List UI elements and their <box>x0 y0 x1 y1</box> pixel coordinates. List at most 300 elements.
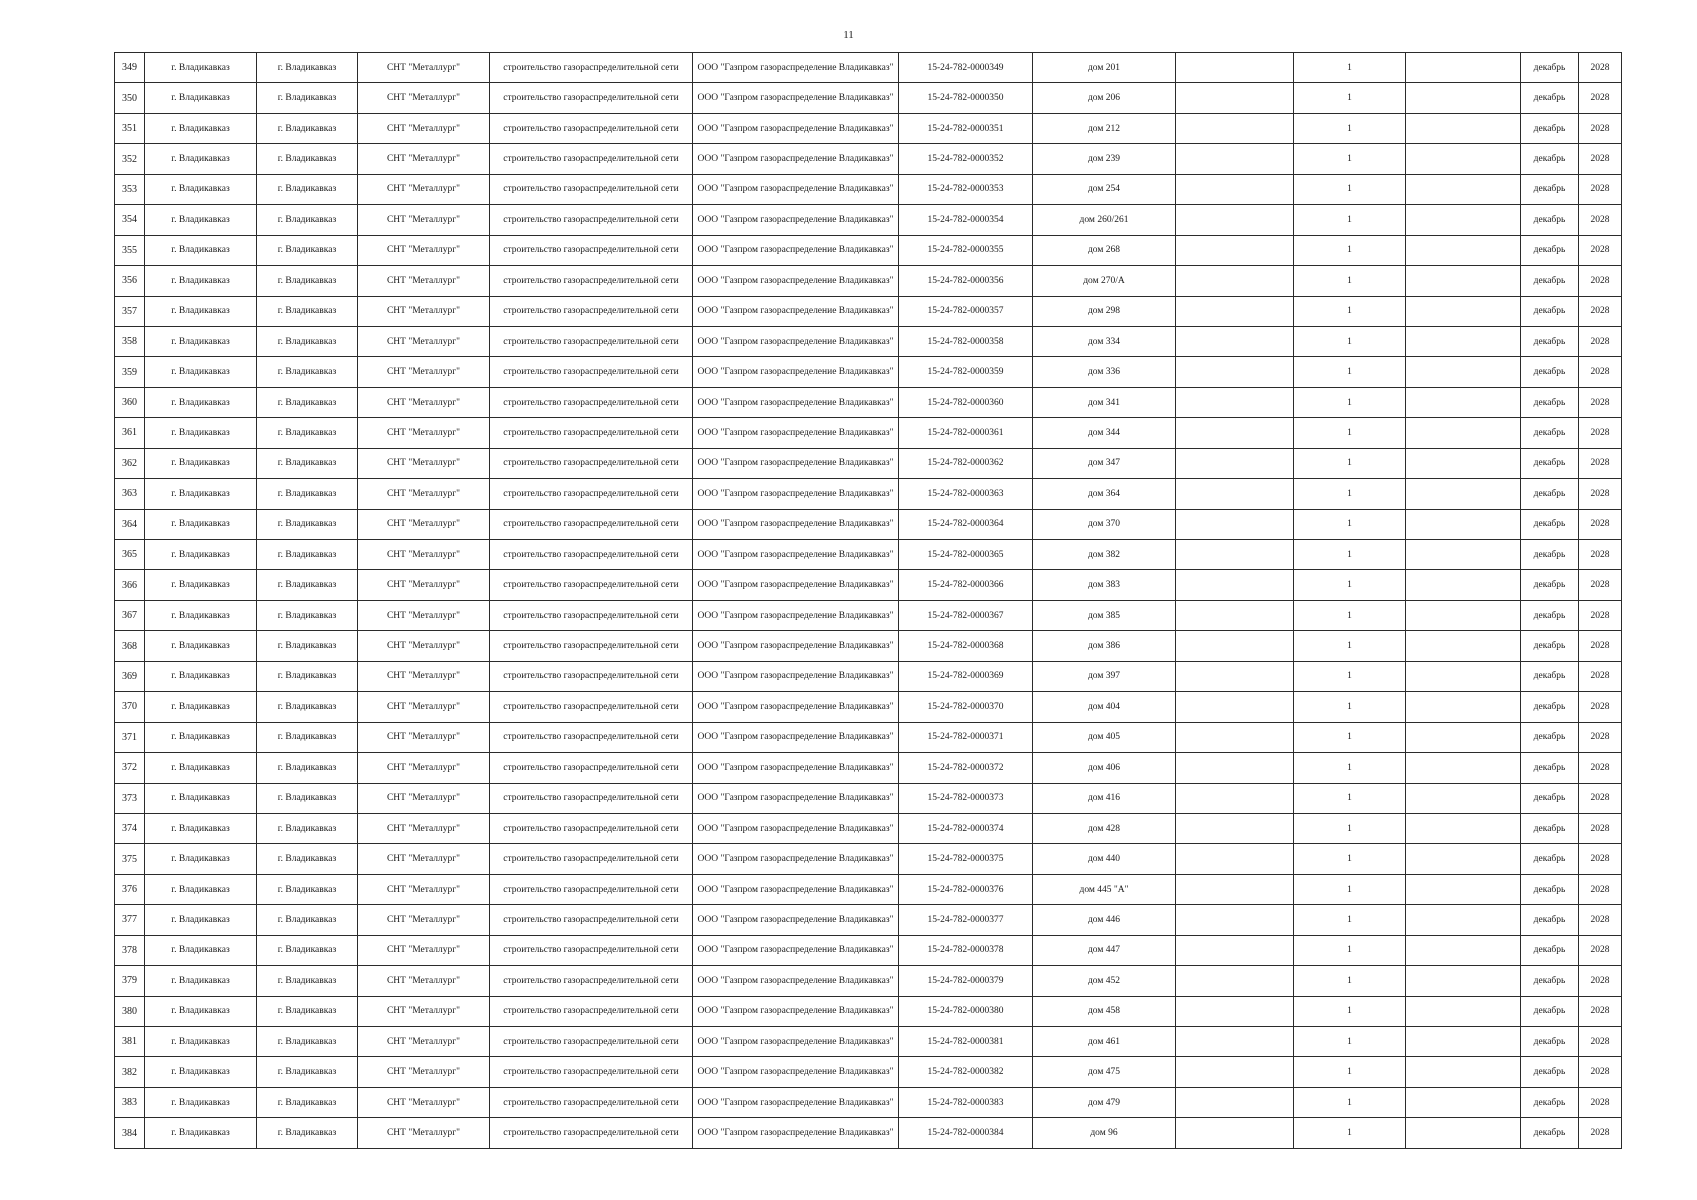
object-code-cell: 15-24-782-0000380 <box>899 996 1033 1026</box>
empty-cell <box>1176 844 1294 874</box>
year-cell: 2028 <box>1579 570 1622 600</box>
work-type-cell: строительство газораспределительной сети <box>490 722 693 752</box>
table-row <box>115 144 1622 174</box>
year-cell: 2028 <box>1579 387 1622 417</box>
year-cell: 2028 <box>1579 144 1622 174</box>
city-cell: г. Владикавказ <box>145 266 257 296</box>
registry-table <box>114 52 1622 1149</box>
object-code-cell: 15-24-782-0000383 <box>899 1087 1033 1117</box>
settlement-cell: г. Владикавказ <box>257 1027 358 1057</box>
object-code-cell: 15-24-782-0000361 <box>899 418 1033 448</box>
object-code-cell: 15-24-782-0000376 <box>899 874 1033 904</box>
empty-cell <box>1176 1118 1294 1148</box>
month-cell: декабрь <box>1521 326 1579 356</box>
row-number-cell: 376 <box>115 874 145 904</box>
table-row <box>115 722 1622 752</box>
row-number-cell: 362 <box>115 448 145 478</box>
object-code-cell: 15-24-782-0000368 <box>899 631 1033 661</box>
empty-cell <box>1406 448 1521 478</box>
snt-cell: СНТ "Металлург" <box>358 205 490 235</box>
organization-cell: ООО "Газпром газораспределение Владикавказ" <box>693 996 899 1026</box>
empty-cell <box>1176 692 1294 722</box>
work-type-cell: строительство газораспределительной сети <box>490 174 693 204</box>
address-cell: дом 239 <box>1033 144 1176 174</box>
address-cell: дом 406 <box>1033 753 1176 783</box>
count-cell: 1 <box>1294 357 1406 387</box>
empty-cell <box>1176 1057 1294 1087</box>
settlement-cell: г. Владикавказ <box>257 966 358 996</box>
work-type-cell: строительство газораспределительной сети <box>490 1118 693 1148</box>
count-cell: 1 <box>1294 326 1406 356</box>
month-cell: декабрь <box>1521 1118 1579 1148</box>
month-cell: декабрь <box>1521 418 1579 448</box>
settlement-cell: г. Владикавказ <box>257 692 358 722</box>
month-cell: декабрь <box>1521 479 1579 509</box>
city-cell: г. Владикавказ <box>145 844 257 874</box>
city-cell: г. Владикавказ <box>145 1027 257 1057</box>
year-cell: 2028 <box>1579 205 1622 235</box>
empty-cell <box>1176 722 1294 752</box>
empty-cell <box>1176 1087 1294 1117</box>
row-number-cell: 375 <box>115 844 145 874</box>
empty-cell <box>1406 783 1521 813</box>
address-cell: дом 404 <box>1033 692 1176 722</box>
year-cell: 2028 <box>1579 296 1622 326</box>
settlement-cell: г. Владикавказ <box>257 53 358 83</box>
empty-cell <box>1176 144 1294 174</box>
settlement-cell: г. Владикавказ <box>257 235 358 265</box>
organization-cell: ООО "Газпром газораспределение Владикавказ" <box>693 661 899 691</box>
organization-cell: ООО "Газпром газораспределение Владикавказ" <box>693 205 899 235</box>
count-cell: 1 <box>1294 874 1406 904</box>
year-cell: 2028 <box>1579 1027 1622 1057</box>
work-type-cell: строительство газораспределительной сети <box>490 692 693 722</box>
city-cell: г. Владикавказ <box>145 813 257 843</box>
empty-cell <box>1176 783 1294 813</box>
settlement-cell: г. Владикавказ <box>257 448 358 478</box>
year-cell: 2028 <box>1579 540 1622 570</box>
work-type-cell: строительство газораспределительной сети <box>490 387 693 417</box>
year-cell: 2028 <box>1579 1087 1622 1117</box>
address-cell: дом 206 <box>1033 83 1176 113</box>
object-code-cell: 15-24-782-0000371 <box>899 722 1033 752</box>
month-cell: декабрь <box>1521 996 1579 1026</box>
city-cell: г. Владикавказ <box>145 874 257 904</box>
city-cell: г. Владикавказ <box>145 935 257 965</box>
row-number-cell: 366 <box>115 570 145 600</box>
table-row <box>115 600 1622 630</box>
snt-cell: СНТ "Металлург" <box>358 661 490 691</box>
city-cell: г. Владикавказ <box>145 235 257 265</box>
month-cell: декабрь <box>1521 753 1579 783</box>
table-row <box>115 1027 1622 1057</box>
month-cell: декабрь <box>1521 266 1579 296</box>
object-code-cell: 15-24-782-0000378 <box>899 935 1033 965</box>
empty-cell <box>1176 387 1294 417</box>
row-number-cell: 382 <box>115 1057 145 1087</box>
address-cell: дом 446 <box>1033 905 1176 935</box>
snt-cell: СНТ "Металлург" <box>358 935 490 965</box>
organization-cell: ООО "Газпром газораспределение Владикавказ" <box>693 144 899 174</box>
settlement-cell: г. Владикавказ <box>257 479 358 509</box>
row-number-cell: 380 <box>115 996 145 1026</box>
organization-cell: ООО "Газпром газораспределение Владикавказ" <box>693 783 899 813</box>
empty-cell <box>1406 509 1521 539</box>
empty-cell <box>1176 631 1294 661</box>
city-cell: г. Владикавказ <box>145 53 257 83</box>
snt-cell: СНТ "Металлург" <box>358 631 490 661</box>
count-cell: 1 <box>1294 296 1406 326</box>
year-cell: 2028 <box>1579 509 1622 539</box>
table-row <box>115 509 1622 539</box>
address-cell: дом 347 <box>1033 448 1176 478</box>
address-cell: дом 270/А <box>1033 266 1176 296</box>
object-code-cell: 15-24-782-0000370 <box>899 692 1033 722</box>
month-cell: декабрь <box>1521 1087 1579 1117</box>
year-cell: 2028 <box>1579 631 1622 661</box>
empty-cell <box>1406 631 1521 661</box>
empty-cell <box>1176 174 1294 204</box>
empty-cell <box>1406 357 1521 387</box>
year-cell: 2028 <box>1579 600 1622 630</box>
city-cell: г. Владикавказ <box>145 448 257 478</box>
count-cell: 1 <box>1294 996 1406 1026</box>
address-cell: дом 385 <box>1033 600 1176 630</box>
row-number-cell: 359 <box>115 357 145 387</box>
table-row <box>115 418 1622 448</box>
city-cell: г. Владикавказ <box>145 418 257 448</box>
city-cell: г. Владикавказ <box>145 144 257 174</box>
count-cell: 1 <box>1294 266 1406 296</box>
work-type-cell: строительство газораспределительной сети <box>490 874 693 904</box>
address-cell: дом 458 <box>1033 996 1176 1026</box>
address-cell: дом 383 <box>1033 570 1176 600</box>
month-cell: декабрь <box>1521 174 1579 204</box>
row-number-cell: 373 <box>115 783 145 813</box>
row-number-cell: 381 <box>115 1027 145 1057</box>
address-cell: дом 479 <box>1033 1087 1176 1117</box>
month-cell: декабрь <box>1521 661 1579 691</box>
object-code-cell: 15-24-782-0000381 <box>899 1027 1033 1057</box>
city-cell: г. Владикавказ <box>145 570 257 600</box>
snt-cell: СНТ "Металлург" <box>358 1027 490 1057</box>
count-cell: 1 <box>1294 113 1406 143</box>
work-type-cell: строительство газораспределительной сети <box>490 326 693 356</box>
address-cell: дом 201 <box>1033 53 1176 83</box>
organization-cell: ООО "Газпром газораспределение Владикавказ" <box>693 113 899 143</box>
month-cell: декабрь <box>1521 387 1579 417</box>
row-number-cell: 363 <box>115 479 145 509</box>
count-cell: 1 <box>1294 1057 1406 1087</box>
address-cell: дом 461 <box>1033 1027 1176 1057</box>
organization-cell: ООО "Газпром газораспределение Владикавказ" <box>693 905 899 935</box>
snt-cell: СНТ "Металлург" <box>358 479 490 509</box>
work-type-cell: строительство газораспределительной сети <box>490 844 693 874</box>
work-type-cell: строительство газораспределительной сети <box>490 600 693 630</box>
empty-cell <box>1176 296 1294 326</box>
city-cell: г. Владикавказ <box>145 509 257 539</box>
settlement-cell: г. Владикавказ <box>257 83 358 113</box>
object-code-cell: 15-24-782-0000353 <box>899 174 1033 204</box>
year-cell: 2028 <box>1579 874 1622 904</box>
empty-cell <box>1406 174 1521 204</box>
empty-cell <box>1176 600 1294 630</box>
object-code-cell: 15-24-782-0000357 <box>899 296 1033 326</box>
snt-cell: СНТ "Металлург" <box>358 966 490 996</box>
snt-cell: СНТ "Металлург" <box>358 600 490 630</box>
city-cell: г. Владикавказ <box>145 479 257 509</box>
table-row <box>115 935 1622 965</box>
organization-cell: ООО "Газпром газораспределение Владикавказ" <box>693 509 899 539</box>
object-code-cell: 15-24-782-0000356 <box>899 266 1033 296</box>
object-code-cell: 15-24-782-0000382 <box>899 1057 1033 1087</box>
empty-cell <box>1406 570 1521 600</box>
count-cell: 1 <box>1294 418 1406 448</box>
settlement-cell: г. Владикавказ <box>257 753 358 783</box>
address-cell: дом 416 <box>1033 783 1176 813</box>
count-cell: 1 <box>1294 235 1406 265</box>
settlement-cell: г. Владикавказ <box>257 326 358 356</box>
work-type-cell: строительство газораспределительной сети <box>490 448 693 478</box>
work-type-cell: строительство газораспределительной сети <box>490 144 693 174</box>
month-cell: декабрь <box>1521 357 1579 387</box>
count-cell: 1 <box>1294 1118 1406 1148</box>
row-number-cell: 378 <box>115 935 145 965</box>
organization-cell: ООО "Газпром газораспределение Владикавказ" <box>693 448 899 478</box>
settlement-cell: г. Владикавказ <box>257 1087 358 1117</box>
organization-cell: ООО "Газпром газораспределение Владикавказ" <box>693 1087 899 1117</box>
snt-cell: СНТ "Металлург" <box>358 905 490 935</box>
row-number-cell: 371 <box>115 722 145 752</box>
empty-cell <box>1176 326 1294 356</box>
object-code-cell: 15-24-782-0000372 <box>899 753 1033 783</box>
year-cell: 2028 <box>1579 83 1622 113</box>
organization-cell: ООО "Газпром газораспределение Владикавказ" <box>693 813 899 843</box>
count-cell: 1 <box>1294 205 1406 235</box>
row-number-cell: 349 <box>115 53 145 83</box>
settlement-cell: г. Владикавказ <box>257 783 358 813</box>
address-cell: дом 475 <box>1033 1057 1176 1087</box>
snt-cell: СНТ "Металлург" <box>358 844 490 874</box>
table-row <box>115 448 1622 478</box>
empty-cell <box>1176 357 1294 387</box>
snt-cell: СНТ "Металлург" <box>358 1087 490 1117</box>
settlement-cell: г. Владикавказ <box>257 661 358 691</box>
snt-cell: СНТ "Металлург" <box>358 448 490 478</box>
row-number-cell: 372 <box>115 753 145 783</box>
empty-cell <box>1176 1027 1294 1057</box>
table-row <box>115 1057 1622 1087</box>
organization-cell: ООО "Газпром газораспределение Владикавказ" <box>693 418 899 448</box>
settlement-cell: г. Владикавказ <box>257 631 358 661</box>
empty-cell <box>1406 113 1521 143</box>
empty-cell <box>1406 540 1521 570</box>
settlement-cell: г. Владикавказ <box>257 266 358 296</box>
organization-cell: ООО "Газпром газораспределение Владикавказ" <box>693 540 899 570</box>
address-cell: дом 212 <box>1033 113 1176 143</box>
organization-cell: ООО "Газпром газораспределение Владикавказ" <box>693 174 899 204</box>
city-cell: г. Владикавказ <box>145 296 257 326</box>
registry-table-body <box>115 53 1622 1149</box>
empty-cell <box>1406 996 1521 1026</box>
work-type-cell: строительство газораспределительной сети <box>490 296 693 326</box>
row-number-cell: 361 <box>115 418 145 448</box>
snt-cell: СНТ "Металлург" <box>358 722 490 752</box>
organization-cell: ООО "Газпром газораспределение Владикавказ" <box>693 600 899 630</box>
work-type-cell: строительство газораспределительной сети <box>490 83 693 113</box>
count-cell: 1 <box>1294 905 1406 935</box>
count-cell: 1 <box>1294 570 1406 600</box>
address-cell: дом 386 <box>1033 631 1176 661</box>
object-code-cell: 15-24-782-0000359 <box>899 357 1033 387</box>
city-cell: г. Владикавказ <box>145 661 257 691</box>
empty-cell <box>1406 692 1521 722</box>
work-type-cell: строительство газораспределительной сети <box>490 113 693 143</box>
city-cell: г. Владикавказ <box>145 1118 257 1148</box>
empty-cell <box>1176 509 1294 539</box>
table-row <box>115 113 1622 143</box>
year-cell: 2028 <box>1579 174 1622 204</box>
address-cell: дом 382 <box>1033 540 1176 570</box>
empty-cell <box>1406 144 1521 174</box>
snt-cell: СНТ "Металлург" <box>358 357 490 387</box>
work-type-cell: строительство газораспределительной сети <box>490 418 693 448</box>
table-row <box>115 905 1622 935</box>
settlement-cell: г. Владикавказ <box>257 387 358 417</box>
year-cell: 2028 <box>1579 113 1622 143</box>
year-cell: 2028 <box>1579 448 1622 478</box>
work-type-cell: строительство газораспределительной сети <box>490 266 693 296</box>
count-cell: 1 <box>1294 1027 1406 1057</box>
empty-cell <box>1176 661 1294 691</box>
empty-cell <box>1406 1027 1521 1057</box>
organization-cell: ООО "Газпром газораспределение Владикавказ" <box>693 53 899 83</box>
address-cell: дом 428 <box>1033 813 1176 843</box>
table-row <box>115 174 1622 204</box>
empty-cell <box>1406 296 1521 326</box>
year-cell: 2028 <box>1579 326 1622 356</box>
count-cell: 1 <box>1294 144 1406 174</box>
table-row <box>115 387 1622 417</box>
row-number-cell: 379 <box>115 966 145 996</box>
empty-cell <box>1176 83 1294 113</box>
object-code-cell: 15-24-782-0000369 <box>899 661 1033 691</box>
organization-cell: ООО "Газпром газораспределение Владикавказ" <box>693 692 899 722</box>
count-cell: 1 <box>1294 722 1406 752</box>
row-number-cell: 351 <box>115 113 145 143</box>
organization-cell: ООО "Газпром газораспределение Владикавказ" <box>693 296 899 326</box>
snt-cell: СНТ "Металлург" <box>358 753 490 783</box>
count-cell: 1 <box>1294 692 1406 722</box>
work-type-cell: строительство газораспределительной сети <box>490 53 693 83</box>
object-code-cell: 15-24-782-0000350 <box>899 83 1033 113</box>
empty-cell <box>1176 418 1294 448</box>
table-row <box>115 357 1622 387</box>
object-code-cell: 15-24-782-0000374 <box>899 813 1033 843</box>
settlement-cell: г. Владикавказ <box>257 996 358 1026</box>
city-cell: г. Владикавказ <box>145 1087 257 1117</box>
row-number-cell: 360 <box>115 387 145 417</box>
snt-cell: СНТ "Металлург" <box>358 540 490 570</box>
object-code-cell: 15-24-782-0000379 <box>899 966 1033 996</box>
empty-cell <box>1406 844 1521 874</box>
year-cell: 2028 <box>1579 844 1622 874</box>
table-row <box>115 570 1622 600</box>
snt-cell: СНТ "Металлург" <box>358 235 490 265</box>
year-cell: 2028 <box>1579 753 1622 783</box>
city-cell: г. Владикавказ <box>145 1057 257 1087</box>
month-cell: декабрь <box>1521 144 1579 174</box>
month-cell: декабрь <box>1521 1057 1579 1087</box>
address-cell: дом 96 <box>1033 1118 1176 1148</box>
address-cell: дом 370 <box>1033 509 1176 539</box>
empty-cell <box>1176 935 1294 965</box>
settlement-cell: г. Владикавказ <box>257 509 358 539</box>
work-type-cell: строительство газораспределительной сети <box>490 479 693 509</box>
year-cell: 2028 <box>1579 661 1622 691</box>
snt-cell: СНТ "Металлург" <box>358 387 490 417</box>
table-row <box>115 1118 1622 1148</box>
object-code-cell: 15-24-782-0000375 <box>899 844 1033 874</box>
year-cell: 2028 <box>1579 479 1622 509</box>
object-code-cell: 15-24-782-0000351 <box>899 113 1033 143</box>
work-type-cell: строительство газораспределительной сети <box>490 996 693 1026</box>
month-cell: декабрь <box>1521 631 1579 661</box>
table-row <box>115 235 1622 265</box>
snt-cell: СНТ "Металлург" <box>358 113 490 143</box>
count-cell: 1 <box>1294 387 1406 417</box>
empty-cell <box>1176 113 1294 143</box>
empty-cell <box>1406 1118 1521 1148</box>
row-number-cell: 356 <box>115 266 145 296</box>
table-row <box>115 844 1622 874</box>
row-number-cell: 365 <box>115 540 145 570</box>
count-cell: 1 <box>1294 813 1406 843</box>
organization-cell: ООО "Газпром газораспределение Владикавказ" <box>693 935 899 965</box>
table-row <box>115 83 1622 113</box>
table-row <box>115 661 1622 691</box>
organization-cell: ООО "Газпром газораспределение Владикавказ" <box>693 844 899 874</box>
work-type-cell: строительство газораспределительной сети <box>490 631 693 661</box>
object-code-cell: 15-24-782-0000384 <box>899 1118 1033 1148</box>
address-cell: дом 268 <box>1033 235 1176 265</box>
city-cell: г. Владикавказ <box>145 996 257 1026</box>
year-cell: 2028 <box>1579 692 1622 722</box>
empty-cell <box>1406 205 1521 235</box>
settlement-cell: г. Владикавказ <box>257 1118 358 1148</box>
count-cell: 1 <box>1294 448 1406 478</box>
address-cell: дом 344 <box>1033 418 1176 448</box>
empty-cell <box>1176 966 1294 996</box>
organization-cell: ООО "Газпром газораспределение Владикавказ" <box>693 326 899 356</box>
month-cell: декабрь <box>1521 205 1579 235</box>
snt-cell: СНТ "Металлург" <box>358 692 490 722</box>
organization-cell: ООО "Газпром газораспределение Владикавказ" <box>693 1118 899 1148</box>
empty-cell <box>1406 905 1521 935</box>
organization-cell: ООО "Газпром газораспределение Владикавказ" <box>693 83 899 113</box>
month-cell: декабрь <box>1521 935 1579 965</box>
organization-cell: ООО "Газпром газораспределение Владикавказ" <box>693 722 899 752</box>
table-row <box>115 874 1622 904</box>
count-cell: 1 <box>1294 631 1406 661</box>
year-cell: 2028 <box>1579 1057 1622 1087</box>
address-cell: дом 405 <box>1033 722 1176 752</box>
month-cell: декабрь <box>1521 235 1579 265</box>
year-cell: 2028 <box>1579 783 1622 813</box>
empty-cell <box>1176 753 1294 783</box>
row-number-cell: 355 <box>115 235 145 265</box>
count-cell: 1 <box>1294 753 1406 783</box>
